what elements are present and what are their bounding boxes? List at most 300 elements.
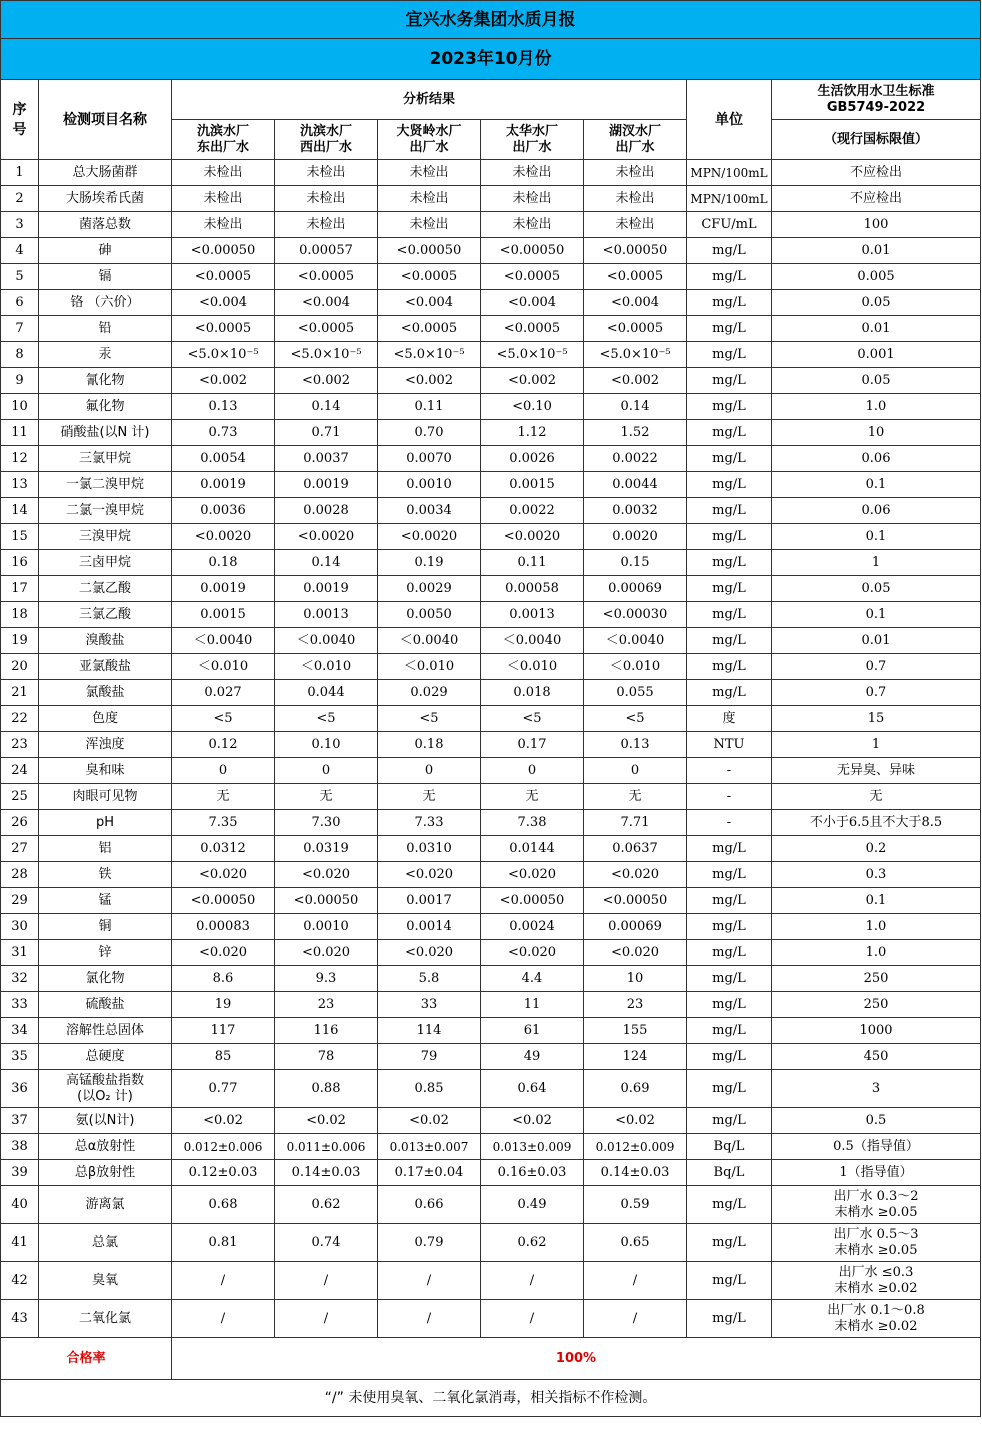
standard-limit-text: 10	[867, 424, 885, 440]
result-value-plant-1: 0.73	[172, 420, 275, 446]
row-number: 30	[1, 914, 39, 940]
result-value-plant-3: 7.33	[378, 810, 481, 836]
result-value-plant-4: <0.00050	[481, 888, 584, 914]
result-value-plant-3: 0.0014	[378, 914, 481, 940]
unit-value: mg/L	[687, 264, 772, 290]
report-title: 宜兴水务集团水质月报	[1, 1, 981, 39]
plant-5-name: 湖汊水厂	[608, 123, 661, 139]
item-name-text: 臭氧	[91, 1272, 118, 1288]
item-name	[39, 1300, 172, 1338]
item-name	[39, 810, 172, 836]
result-value-plant-4: <0.002	[481, 368, 584, 394]
table-row	[1, 1018, 981, 1044]
result-value-plant-4: <0.0020	[481, 524, 584, 550]
row-number: 40	[1, 1186, 39, 1224]
item-name	[39, 1186, 172, 1224]
table-row	[1, 862, 981, 888]
standard-limit-text: 3	[871, 1080, 881, 1096]
result-value-plant-5: <0.004	[584, 290, 687, 316]
result-value-plant-4: 0.018	[481, 680, 584, 706]
item-name-text: 硫酸盐	[85, 996, 125, 1012]
result-value-plant-1: 0.0054	[172, 446, 275, 472]
result-value-plant-1: 0.0036	[172, 498, 275, 524]
result-value-plant-1: <5	[172, 706, 275, 732]
row-number: 33	[1, 992, 39, 1018]
row-number: 29	[1, 888, 39, 914]
result-value-plant-3: 33	[378, 992, 481, 1018]
result-value-plant-5: <0.0005	[584, 264, 687, 290]
result-value-plant-3: <5	[378, 706, 481, 732]
standard-limit-text: 无异臭、异味	[836, 762, 915, 778]
standard-limit	[772, 1070, 981, 1108]
result-value-plant-1: 0.00083	[172, 914, 275, 940]
result-value-plant-3: <0.002	[378, 368, 481, 394]
standard-limit-text: 0.3	[865, 866, 887, 882]
result-value-plant-5: 0.69	[584, 1070, 687, 1108]
standard-limit	[772, 966, 981, 992]
unit-value: -	[687, 810, 772, 836]
result-value-plant-3: <0.004	[378, 290, 481, 316]
result-value-plant-2: 0.71	[275, 420, 378, 446]
result-value-plant-2: <5.0×10⁻⁵	[275, 342, 378, 368]
standard-limit-text: 0.1	[865, 476, 887, 492]
standard-limit-text: 0.5	[865, 1112, 887, 1128]
table-row	[1, 316, 981, 342]
result-value-plant-2: 0.14	[275, 394, 378, 420]
unit-value: mg/L	[687, 1018, 772, 1044]
standard-limit-text-2: 末梢水 ≥0.02	[834, 1280, 918, 1296]
result-value-plant-3: 114	[378, 1018, 481, 1044]
item-name-text: 总大肠菌群	[72, 164, 138, 180]
row-number: 34	[1, 1018, 39, 1044]
result-value-plant-3: /	[378, 1262, 481, 1300]
item-name-text: 二氧化氯	[78, 1310, 131, 1326]
item-name	[39, 212, 172, 238]
item-name-text: 菌落总数	[78, 216, 131, 232]
result-value-plant-4: 0.17	[481, 732, 584, 758]
result-value-plant-2: 0.0013	[275, 602, 378, 628]
result-value-plant-2: 0.0019	[275, 472, 378, 498]
item-name	[39, 940, 172, 966]
result-value-plant-5: <0.00030	[584, 602, 687, 628]
unit-value: mg/L	[687, 914, 772, 940]
unit-value: mg/L	[687, 966, 772, 992]
standard-limit-text: 1.0	[865, 918, 887, 934]
result-value-plant-5: <0.00050	[584, 238, 687, 264]
result-value-plant-4: ＜0.0040	[481, 628, 584, 654]
standard-limit-text: 不应检出	[849, 164, 902, 180]
pass-rate-value: 100%	[172, 1338, 981, 1380]
result-value-plant-4: 0	[481, 758, 584, 784]
unit-value: MPN/100mL	[687, 160, 772, 186]
row-number: 43	[1, 1300, 39, 1338]
result-value-plant-3: 未检出	[378, 160, 481, 186]
standard-limit-text: 0.7	[865, 684, 887, 700]
item-name	[39, 186, 172, 212]
result-value-plant-5: 155	[584, 1018, 687, 1044]
standard-limit	[772, 602, 981, 628]
result-value-plant-2: /	[275, 1262, 378, 1300]
standard-limit	[772, 628, 981, 654]
standard-limit	[772, 758, 981, 784]
standard-limit	[772, 914, 981, 940]
result-value-plant-5: <0.020	[584, 940, 687, 966]
result-value-plant-4: 1.12	[481, 420, 584, 446]
result-value-plant-1: 7.35	[172, 810, 275, 836]
standard-limit	[772, 576, 981, 602]
item-name	[39, 680, 172, 706]
item-name-text: 二氯乙酸	[78, 580, 131, 596]
unit-value: mg/L	[687, 342, 772, 368]
result-value-plant-1: 0.68	[172, 1186, 275, 1224]
result-value-plant-1: <0.002	[172, 368, 275, 394]
result-value-plant-1: <0.00050	[172, 888, 275, 914]
row-number: 26	[1, 810, 39, 836]
item-name-text: 亚氯酸盐	[78, 658, 131, 674]
result-value-plant-4: <5.0×10⁻⁵	[481, 342, 584, 368]
standard-limit-text: 1（指导值）	[839, 1164, 913, 1180]
result-value-plant-1: 0.0019	[172, 472, 275, 498]
result-value-plant-5: 0.65	[584, 1224, 687, 1262]
result-value-plant-5: 0.13	[584, 732, 687, 758]
item-name-text: 硝酸盐(以N 计)	[60, 424, 150, 440]
item-name-text: 铬 （六价）	[70, 294, 140, 310]
item-name-text: 三氯乙酸	[78, 606, 131, 622]
item-name	[39, 316, 172, 342]
item-name-text: 溶解性总固体	[65, 1022, 144, 1038]
result-value-plant-2: 0.88	[275, 1070, 378, 1108]
result-value-plant-5: 0.0032	[584, 498, 687, 524]
standard-limit	[772, 550, 981, 576]
standard-limit	[772, 264, 981, 290]
result-value-plant-4: <0.0005	[481, 316, 584, 342]
result-value-plant-5: <0.00050	[584, 888, 687, 914]
unit-value: 度	[687, 706, 772, 732]
standard-limit	[772, 680, 981, 706]
result-value-plant-4: 7.38	[481, 810, 584, 836]
result-value-plant-1: 0.0019	[172, 576, 275, 602]
table-row	[1, 602, 981, 628]
item-name	[39, 1070, 172, 1108]
result-value-plant-1: <0.0005	[172, 316, 275, 342]
result-value-plant-4: <0.10	[481, 394, 584, 420]
table-row	[1, 758, 981, 784]
standard-limit	[772, 1044, 981, 1070]
plant-3-name: 大贤岭水厂	[396, 123, 462, 139]
result-value-plant-2: 0.74	[275, 1224, 378, 1262]
result-value-plant-5: <0.020	[584, 862, 687, 888]
item-name	[39, 264, 172, 290]
item-name	[39, 784, 172, 810]
row-number: 16	[1, 550, 39, 576]
item-name-text: 三溴甲烷	[78, 528, 131, 544]
standard-limit	[772, 472, 981, 498]
row-number: 9	[1, 368, 39, 394]
standard-limit-text: 250	[863, 996, 889, 1012]
standard-limit	[772, 342, 981, 368]
result-value-plant-1: 0.0312	[172, 836, 275, 862]
standard-limit-text: 出厂水 0.1～0.8	[827, 1302, 925, 1318]
header-plant-5	[584, 120, 687, 160]
unit-value: mg/L	[687, 628, 772, 654]
standard-limit-text: 1.0	[865, 398, 887, 414]
result-value-plant-1: 117	[172, 1018, 275, 1044]
result-value-plant-2: 9.3	[275, 966, 378, 992]
standard-limit	[772, 1108, 981, 1134]
result-value-plant-1: 0.77	[172, 1070, 275, 1108]
standard-limit	[772, 888, 981, 914]
result-value-plant-3: 5.8	[378, 966, 481, 992]
result-value-plant-4: 0.64	[481, 1070, 584, 1108]
result-value-plant-4: <0.0005	[481, 264, 584, 290]
standard-limit-text: 0.7	[865, 658, 887, 674]
result-value-plant-3: 0.029	[378, 680, 481, 706]
item-name-text: 总硬度	[85, 1048, 125, 1064]
result-value-plant-1: <0.00050	[172, 238, 275, 264]
item-name	[39, 1044, 172, 1070]
table-row	[1, 1186, 981, 1224]
result-value-plant-5: 0.00069	[584, 914, 687, 940]
item-name	[39, 498, 172, 524]
standard-limit-text: 无	[869, 788, 883, 804]
result-value-plant-4: 0.0015	[481, 472, 584, 498]
item-name-text: 氯化物	[85, 970, 125, 986]
item-name-text: 氰化物	[85, 372, 125, 388]
row-number: 23	[1, 732, 39, 758]
row-number: 27	[1, 836, 39, 862]
result-value-plant-2: 0.00057	[275, 238, 378, 264]
item-name	[39, 888, 172, 914]
item-name-text: 三氯甲烷	[78, 450, 131, 466]
result-value-plant-4: <0.020	[481, 862, 584, 888]
standard-limit	[772, 316, 981, 342]
standard-limit-text: 0.1	[865, 892, 887, 908]
standard-limit-text: 0.06	[861, 450, 891, 466]
item-name-text: 总β放射性	[74, 1164, 136, 1180]
unit-value: mg/L	[687, 524, 772, 550]
result-value-plant-4: 0.49	[481, 1186, 584, 1224]
standard-limit	[772, 186, 981, 212]
result-value-plant-2: ＜0.010	[275, 654, 378, 680]
result-value-plant-5: 0.59	[584, 1186, 687, 1224]
row-number: 3	[1, 212, 39, 238]
item-name-text: 浑浊度	[85, 736, 125, 752]
unit-value: Bq/L	[687, 1160, 772, 1186]
standard-limit	[772, 290, 981, 316]
result-value-plant-4: 0.00058	[481, 576, 584, 602]
result-value-plant-2: 未检出	[275, 186, 378, 212]
result-value-plant-2: 0	[275, 758, 378, 784]
unit-value: CFU/mL	[687, 212, 772, 238]
result-value-plant-5: 7.71	[584, 810, 687, 836]
result-value-plant-1: <0.004	[172, 290, 275, 316]
item-name-text: 铝	[98, 840, 112, 856]
table-row	[1, 1044, 981, 1070]
item-name-text: 大肠埃希氏菌	[65, 190, 144, 206]
unit-value: -	[687, 784, 772, 810]
result-value-plant-2: 无	[275, 784, 378, 810]
result-value-plant-1: /	[172, 1262, 275, 1300]
table-row	[1, 992, 981, 1018]
result-value-plant-2: 0.0019	[275, 576, 378, 602]
result-value-plant-3: 0.0070	[378, 446, 481, 472]
result-value-plant-2: /	[275, 1300, 378, 1338]
standard-limit-text: 0.06	[861, 502, 891, 518]
item-name	[39, 576, 172, 602]
standard-limit	[772, 732, 981, 758]
row-number: 11	[1, 420, 39, 446]
result-value-plant-1: 0	[172, 758, 275, 784]
standard-limit-text: 1000	[859, 1022, 893, 1038]
result-value-plant-2: 7.30	[275, 810, 378, 836]
result-value-plant-4: ＜0.010	[481, 654, 584, 680]
result-value-plant-5: 无	[584, 784, 687, 810]
row-number: 36	[1, 1070, 39, 1108]
standard-limit-text: 0.05	[861, 372, 891, 388]
result-value-plant-2: <5	[275, 706, 378, 732]
result-value-plant-5: ＜0.0040	[584, 628, 687, 654]
item-name	[39, 1262, 172, 1300]
result-value-plant-2: 0.044	[275, 680, 378, 706]
item-name	[39, 628, 172, 654]
result-value-plant-1: 未检出	[172, 186, 275, 212]
standard-limit-text: 1	[871, 554, 881, 570]
result-value-plant-4: 0.0144	[481, 836, 584, 862]
table-row	[1, 966, 981, 992]
standard-limit-text: 250	[863, 970, 889, 986]
item-name	[39, 992, 172, 1018]
plant-3-type: 出厂水	[409, 139, 449, 155]
standard-limit-text: 0.01	[861, 242, 891, 258]
header-standard-code: GB5749-2022	[826, 99, 926, 115]
table-row	[1, 550, 981, 576]
standard-limit-text-2: 末梢水 ≥0.05	[834, 1204, 918, 1220]
item-name	[39, 1018, 172, 1044]
item-name-text: 氨(以N计)	[75, 1112, 135, 1128]
unit-value: mg/L	[687, 290, 772, 316]
row-number: 37	[1, 1108, 39, 1134]
result-value-plant-3: <0.02	[378, 1108, 481, 1134]
header-plant-2	[275, 120, 378, 160]
standard-limit-text: 450	[863, 1048, 889, 1064]
table-row	[1, 238, 981, 264]
result-value-plant-4: /	[481, 1300, 584, 1338]
result-value-plant-3: ＜0.010	[378, 654, 481, 680]
table-row	[1, 654, 981, 680]
standard-limit-text: 100	[863, 216, 889, 232]
table-row	[1, 368, 981, 394]
result-value-plant-1: /	[172, 1300, 275, 1338]
result-value-plant-1: <0.020	[172, 862, 275, 888]
header-standard-title: 生活饮用水卫生标准	[817, 83, 935, 99]
result-value-plant-3: <0.00050	[378, 238, 481, 264]
table-row	[1, 836, 981, 862]
row-number: 41	[1, 1224, 39, 1262]
result-value-plant-2: 0.14±0.03	[275, 1160, 378, 1186]
table-row	[1, 1224, 981, 1262]
result-value-plant-3: 0.17±0.04	[378, 1160, 481, 1186]
standard-limit-text: 0.005	[857, 268, 895, 284]
result-value-plant-4: 61	[481, 1018, 584, 1044]
result-value-plant-2: 0.0319	[275, 836, 378, 862]
unit-value: mg/L	[687, 992, 772, 1018]
unit-value: mg/L	[687, 654, 772, 680]
standard-limit-text: 不小于6.5且不大于8.5	[809, 814, 943, 830]
result-value-plant-4: 0.62	[481, 1224, 584, 1262]
table-row	[1, 498, 981, 524]
result-value-plant-4: 0.0013	[481, 602, 584, 628]
standard-limit	[772, 394, 981, 420]
result-value-plant-1: 85	[172, 1044, 275, 1070]
table-row	[1, 186, 981, 212]
row-number: 39	[1, 1160, 39, 1186]
table-row	[1, 784, 981, 810]
result-value-plant-1: ＜0.0040	[172, 628, 275, 654]
item-name-note: (以O₂ 计)	[77, 1088, 133, 1104]
result-value-plant-2: <0.02	[275, 1108, 378, 1134]
table-row	[1, 472, 981, 498]
result-value-plant-3: <0.020	[378, 940, 481, 966]
row-number: 35	[1, 1044, 39, 1070]
unit-value: mg/L	[687, 1108, 772, 1134]
item-name	[39, 160, 172, 186]
result-value-plant-5: 0.055	[584, 680, 687, 706]
item-name-text: 汞	[98, 346, 112, 362]
result-value-plant-5: /	[584, 1262, 687, 1300]
standard-limit-text: 0.05	[861, 580, 891, 596]
result-value-plant-2: <0.0005	[275, 264, 378, 290]
result-value-plant-1: 0.12	[172, 732, 275, 758]
standard-limit	[772, 836, 981, 862]
result-value-plant-1: 0.027	[172, 680, 275, 706]
item-name	[39, 966, 172, 992]
result-value-plant-5: 0	[584, 758, 687, 784]
result-value-plant-4: 0.16±0.03	[481, 1160, 584, 1186]
item-name-text: 三卤甲烷	[78, 554, 131, 570]
result-value-plant-4: 0.013±0.009	[481, 1134, 584, 1160]
header-plant-1	[172, 120, 275, 160]
unit-value: -	[687, 758, 772, 784]
standard-limit-text: 0.01	[861, 320, 891, 336]
result-value-plant-4: <0.00050	[481, 238, 584, 264]
row-number: 17	[1, 576, 39, 602]
result-value-plant-2: 0.0010	[275, 914, 378, 940]
table-row	[1, 160, 981, 186]
row-number: 20	[1, 654, 39, 680]
result-value-plant-5: 10	[584, 966, 687, 992]
item-name-text: 铜	[98, 918, 112, 934]
result-value-plant-3: <5.0×10⁻⁵	[378, 342, 481, 368]
result-value-plant-2: 未检出	[275, 160, 378, 186]
item-name	[39, 914, 172, 940]
result-value-plant-5: 未检出	[584, 160, 687, 186]
item-name	[39, 524, 172, 550]
result-value-plant-1: <5.0×10⁻⁵	[172, 342, 275, 368]
plant-1-name: 氿滨水厂	[196, 123, 249, 139]
result-value-plant-4: 未检出	[481, 186, 584, 212]
table-row	[1, 576, 981, 602]
item-name-text: 游离氯	[85, 1196, 125, 1212]
row-number: 10	[1, 394, 39, 420]
result-value-plant-2: 0.14	[275, 550, 378, 576]
result-value-plant-3: 0.0029	[378, 576, 481, 602]
row-number: 1	[1, 160, 39, 186]
item-name-text: 色度	[91, 710, 118, 726]
item-name	[39, 1108, 172, 1134]
item-name-text: 铅	[98, 320, 112, 336]
result-value-plant-2: 0.011±0.006	[275, 1134, 378, 1160]
item-name	[39, 732, 172, 758]
